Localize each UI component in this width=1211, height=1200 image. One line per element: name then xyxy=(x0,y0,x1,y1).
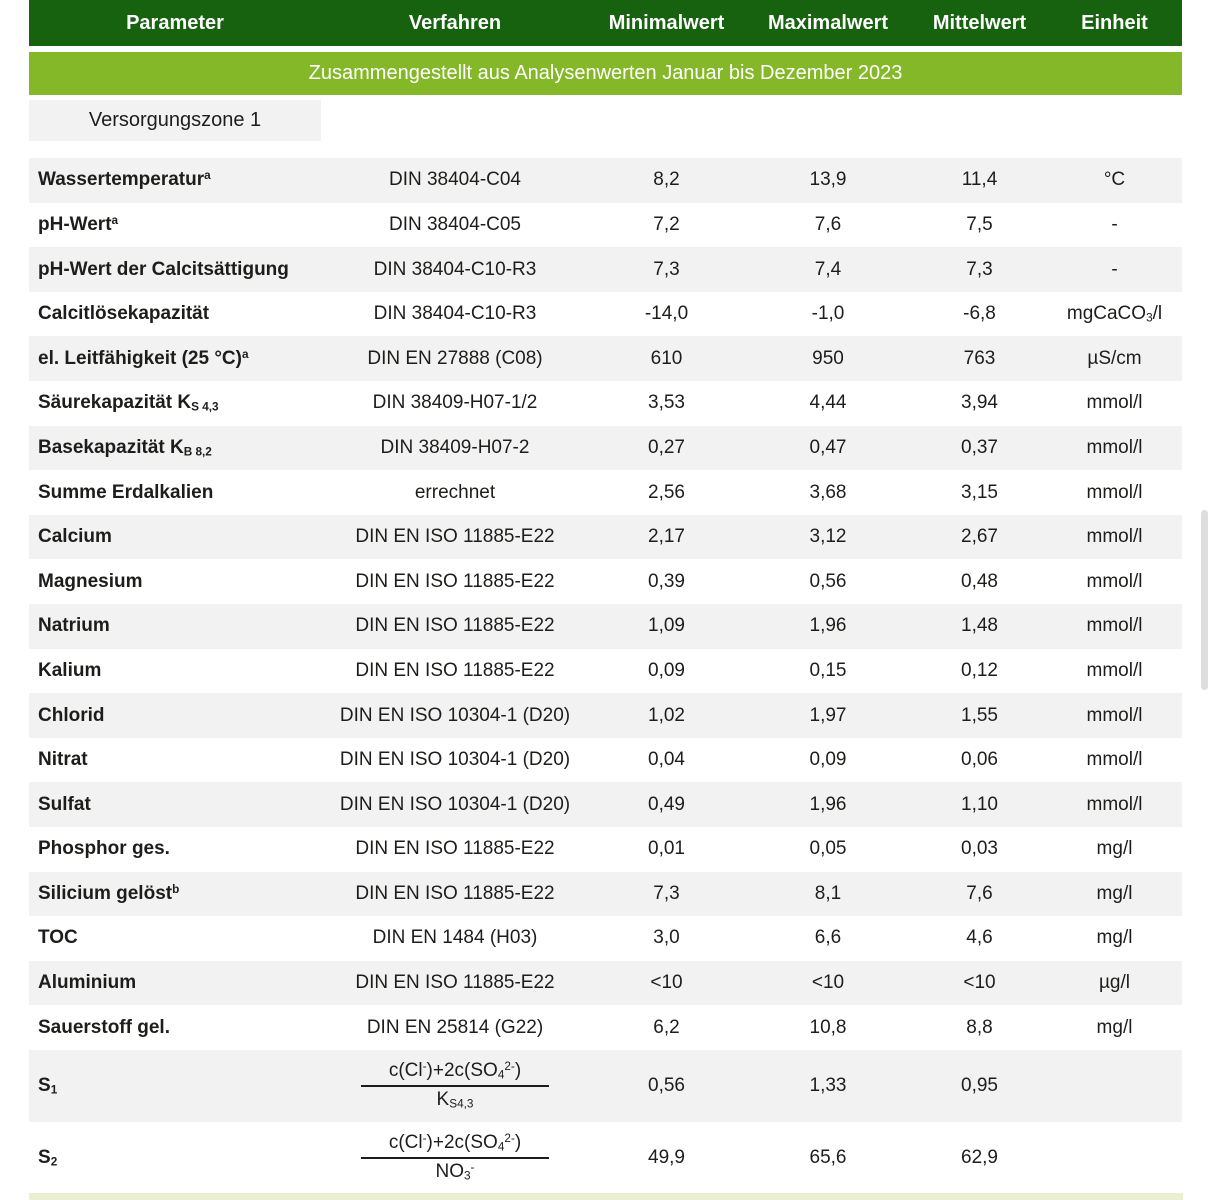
vertical-scrollbar-thumb[interactable] xyxy=(1201,510,1208,690)
unit-cell: mmol/l xyxy=(1086,436,1143,458)
formula-numerator: $c(Cl^-)+2c(SO_4^{2-})$ xyxy=(361,1131,549,1159)
mean-value-cell: 0,06 xyxy=(961,749,998,771)
parameter-cell: Aluminium xyxy=(38,972,137,994)
min-value-cell: 0,56 xyxy=(648,1074,685,1096)
parameter-cell: el. Leitfähigkeit (25 °C)$^a$ xyxy=(38,347,249,369)
min-value-cell: 1,02 xyxy=(648,704,685,726)
table-row xyxy=(29,1005,1182,1050)
min-value-cell: 7,2 xyxy=(653,213,680,235)
method-cell: DIN EN 27888 (C08) xyxy=(367,347,543,369)
unit-cell: mmol/l xyxy=(1086,615,1143,637)
parameter-cell: $S_2$ xyxy=(38,1146,58,1169)
max-value-cell: 3,12 xyxy=(809,526,847,548)
unit-cell: mmol/l xyxy=(1086,392,1143,414)
parameter-cell: Summe Erdalkalien xyxy=(38,481,214,503)
max-value-cell: 65,6 xyxy=(809,1146,847,1168)
table-row xyxy=(29,961,1182,1006)
max-value-cell: 0,15 xyxy=(809,659,847,681)
mean-value-cell: 3,94 xyxy=(961,392,998,414)
min-value-cell: 3,53 xyxy=(648,392,685,414)
table-header-row xyxy=(29,0,1182,46)
table-row xyxy=(29,203,1182,248)
max-value-cell: 1,96 xyxy=(809,615,847,637)
parameter-cell: Calcium xyxy=(38,526,112,548)
table-row xyxy=(29,693,1182,738)
table-row xyxy=(29,515,1182,560)
method-cell: DIN 38404-C10-R3 xyxy=(373,258,537,280)
mean-value-cell: 0,37 xyxy=(961,436,998,458)
table-row xyxy=(29,247,1182,292)
unit-cell: mmol/l xyxy=(1086,749,1143,771)
max-value-cell: 7,6 xyxy=(814,213,842,235)
mean-value-cell: <10 xyxy=(963,972,996,994)
unit-cell: mg/l xyxy=(1096,838,1133,860)
next-section-strip xyxy=(29,1193,1183,1200)
mean-value-cell: 0,03 xyxy=(961,838,998,860)
method-cell: DIN 38409-H07-1/2 xyxy=(372,392,538,414)
max-value-cell: 950 xyxy=(812,347,844,369)
parameter-cell: pH-Wert$^a$ xyxy=(38,213,119,235)
min-value-cell: 0,27 xyxy=(648,436,685,458)
mean-value-cell: 0,12 xyxy=(961,659,998,681)
mean-value-cell: 0,95 xyxy=(961,1074,998,1096)
min-value-cell: -14,0 xyxy=(644,303,689,325)
table-row xyxy=(29,1122,1182,1194)
method-cell: DIN EN ISO 10304-1 (D20) xyxy=(339,793,571,815)
max-value-cell: 6,6 xyxy=(814,927,842,949)
table-row xyxy=(29,158,1182,203)
table-row xyxy=(29,827,1182,872)
unit-cell: mmol/l xyxy=(1086,659,1143,681)
min-value-cell: 0,39 xyxy=(648,570,685,592)
mean-value-cell: 7,5 xyxy=(966,213,993,235)
unit-cell: - xyxy=(1111,213,1118,235)
unit-cell: µg/l xyxy=(1098,972,1130,994)
method-cell: DIN 38404-C10-R3 xyxy=(373,303,537,325)
parameter-cell: pH-Wert der Calcitsättigung xyxy=(38,258,289,280)
method-cell: DIN EN ISO 11885-E22 xyxy=(355,570,555,592)
formula-denominator: $NO_3^-$ xyxy=(435,1160,475,1183)
min-value-cell: 1,09 xyxy=(648,615,685,637)
unit-cell: µS/cm xyxy=(1087,347,1142,369)
min-value-cell: 610 xyxy=(650,347,683,369)
min-value-cell: 0,01 xyxy=(648,838,685,860)
mean-value-cell: 3,15 xyxy=(961,481,998,503)
mean-value-cell: -6,8 xyxy=(963,303,996,325)
formula-fraction xyxy=(361,1059,549,1112)
method-cell: errechnet xyxy=(414,481,496,503)
min-value-cell: 0,49 xyxy=(648,793,685,815)
method-cell: DIN EN ISO 11885-E22 xyxy=(355,526,555,548)
mean-value-cell: 7,6 xyxy=(966,882,993,904)
unit-cell: mmol/l xyxy=(1086,526,1143,548)
unit-cell: mmol/l xyxy=(1086,704,1143,726)
table-subtitle-bar xyxy=(29,52,1182,95)
column-header-verfahren: Verfahren xyxy=(408,11,502,34)
method-cell: DIN EN ISO 11885-E22 xyxy=(355,838,555,860)
method-cell xyxy=(321,1059,589,1112)
max-value-cell: -1,0 xyxy=(811,303,845,325)
mean-value-cell: 1,10 xyxy=(961,793,998,815)
column-header-einheit: Einheit xyxy=(1081,11,1148,34)
table-row xyxy=(29,336,1182,381)
min-value-cell: 2,56 xyxy=(648,481,685,503)
table-row xyxy=(29,649,1182,694)
method-cell: DIN EN ISO 10304-1 (D20) xyxy=(339,749,571,771)
mean-value-cell: 2,67 xyxy=(961,526,998,548)
zone-box xyxy=(29,100,321,141)
table-row xyxy=(29,1050,1182,1122)
unit-cell: - xyxy=(1111,258,1118,280)
parameter-cell: Kalium xyxy=(38,659,102,681)
mean-value-cell: 7,3 xyxy=(966,258,993,280)
parameter-cell: Sauerstoff gel. xyxy=(38,1016,170,1038)
mean-value-cell: 4,6 xyxy=(966,927,993,949)
unit-cell: mmol/l xyxy=(1086,570,1143,592)
min-value-cell: <10 xyxy=(650,972,683,994)
formula-fraction xyxy=(361,1131,549,1184)
parameter-cell: Chlorid xyxy=(38,704,105,726)
mean-value-cell: 763 xyxy=(963,347,996,369)
table-row xyxy=(29,470,1182,515)
unit-cell: °C xyxy=(1103,169,1126,191)
max-value-cell: 8,1 xyxy=(814,882,842,904)
table-body xyxy=(29,158,1182,1194)
table-row xyxy=(29,559,1182,604)
parameter-cell: Magnesium xyxy=(38,570,143,592)
max-value-cell: 0,09 xyxy=(809,749,847,771)
max-value-cell: 3,68 xyxy=(809,481,847,503)
water-analysis-table xyxy=(29,0,1182,1194)
table-row xyxy=(29,916,1182,961)
formula-denominator: $K_{S4,3}$ xyxy=(436,1088,474,1111)
parameter-cell: Säurekapazität $K_{S 4,3}$ xyxy=(38,392,219,414)
max-value-cell: 0,56 xyxy=(809,570,847,592)
min-value-cell: 2,17 xyxy=(648,526,685,548)
parameter-cell: Calcitlösekapazität xyxy=(38,303,210,325)
unit-cell: mgCaCO$_3$/l xyxy=(1066,303,1163,325)
max-value-cell: 1,33 xyxy=(809,1074,847,1096)
method-cell: DIN EN ISO 11885-E22 xyxy=(355,659,555,681)
method-cell: DIN EN ISO 11885-E22 xyxy=(355,882,555,904)
table-row xyxy=(29,872,1182,917)
method-cell: DIN EN 25814 (G22) xyxy=(366,1016,544,1038)
table-row xyxy=(29,738,1182,783)
min-value-cell: 6,2 xyxy=(653,1016,680,1038)
max-value-cell: 1,96 xyxy=(809,793,847,815)
max-value-cell: 13,9 xyxy=(809,169,847,191)
parameter-cell: Wassertemperatur$^a$ xyxy=(38,169,211,191)
table-subtitle: Zusammengestellt aus Analysenwerten Januar bis Dezember 2023 xyxy=(308,62,903,84)
parameter-cell: $S_1$ xyxy=(38,1074,58,1097)
method-cell: DIN EN ISO 11885-E22 xyxy=(355,615,555,637)
table-row xyxy=(29,604,1182,649)
method-cell xyxy=(321,1131,589,1184)
mean-value-cell: 8,8 xyxy=(966,1016,993,1038)
max-value-cell: 0,47 xyxy=(809,436,847,458)
column-header-maximalwert: Maximalwert xyxy=(767,11,889,34)
table-row xyxy=(29,381,1182,426)
method-cell: DIN 38404-C04 xyxy=(388,169,522,191)
unit-cell: mmol/l xyxy=(1086,793,1143,815)
min-value-cell: 3,0 xyxy=(653,927,680,949)
mean-value-cell: 1,48 xyxy=(961,615,998,637)
parameter-cell: Sulfat xyxy=(38,793,91,815)
min-value-cell: 7,3 xyxy=(653,882,680,904)
method-cell: DIN 38404-C05 xyxy=(388,213,522,235)
parameter-cell: Phosphor ges. xyxy=(38,838,170,860)
unit-cell: mg/l xyxy=(1096,882,1133,904)
max-value-cell: <10 xyxy=(811,972,845,994)
method-cell: DIN EN ISO 11885-E22 xyxy=(355,972,555,994)
parameter-cell: Basekapazität $K_{B 8,2}$ xyxy=(38,436,212,459)
unit-cell: mmol/l xyxy=(1086,481,1143,503)
method-cell: DIN EN 1484 (H03) xyxy=(372,927,538,949)
unit-cell: mg/l xyxy=(1096,1016,1133,1038)
parameter-cell: Nitrat xyxy=(38,749,88,771)
unit-cell: mg/l xyxy=(1096,927,1133,949)
column-header-minimalwert: Minimalwert xyxy=(608,11,725,34)
min-value-cell: 49,9 xyxy=(648,1146,685,1168)
min-value-cell: 0,04 xyxy=(648,749,685,771)
max-value-cell: 10,8 xyxy=(809,1016,847,1038)
min-value-cell: 7,3 xyxy=(653,258,680,280)
mean-value-cell: 11,4 xyxy=(961,169,998,191)
min-value-cell: 0,09 xyxy=(648,659,685,681)
table-row xyxy=(29,292,1182,337)
table-row xyxy=(29,426,1182,471)
column-header-parameter: Parameter xyxy=(126,11,224,34)
min-value-cell: 8,2 xyxy=(653,169,680,191)
method-cell: DIN 38409-H07-2 xyxy=(380,436,530,458)
formula-numerator: $c(Cl^-)+2c(SO_4^{2-})$ xyxy=(361,1059,549,1087)
method-cell: DIN EN ISO 10304-1 (D20) xyxy=(339,704,571,726)
mean-value-cell: 1,55 xyxy=(961,704,998,726)
parameter-cell: Natrium xyxy=(38,615,110,637)
table-row xyxy=(29,782,1182,827)
parameter-cell: TOC xyxy=(38,927,78,949)
zone-label: Versorgungszone 1 xyxy=(88,109,262,131)
column-header-mittelwert: Mittelwert xyxy=(932,11,1027,34)
max-value-cell: 1,97 xyxy=(809,704,847,726)
max-value-cell: 4,44 xyxy=(809,392,847,414)
max-value-cell: 0,05 xyxy=(809,838,847,860)
mean-value-cell: 0,48 xyxy=(961,570,998,592)
mean-value-cell: 62,9 xyxy=(961,1146,998,1168)
max-value-cell: 7,4 xyxy=(814,258,842,280)
parameter-cell: Silicium gelöst$^b$ xyxy=(38,882,180,904)
